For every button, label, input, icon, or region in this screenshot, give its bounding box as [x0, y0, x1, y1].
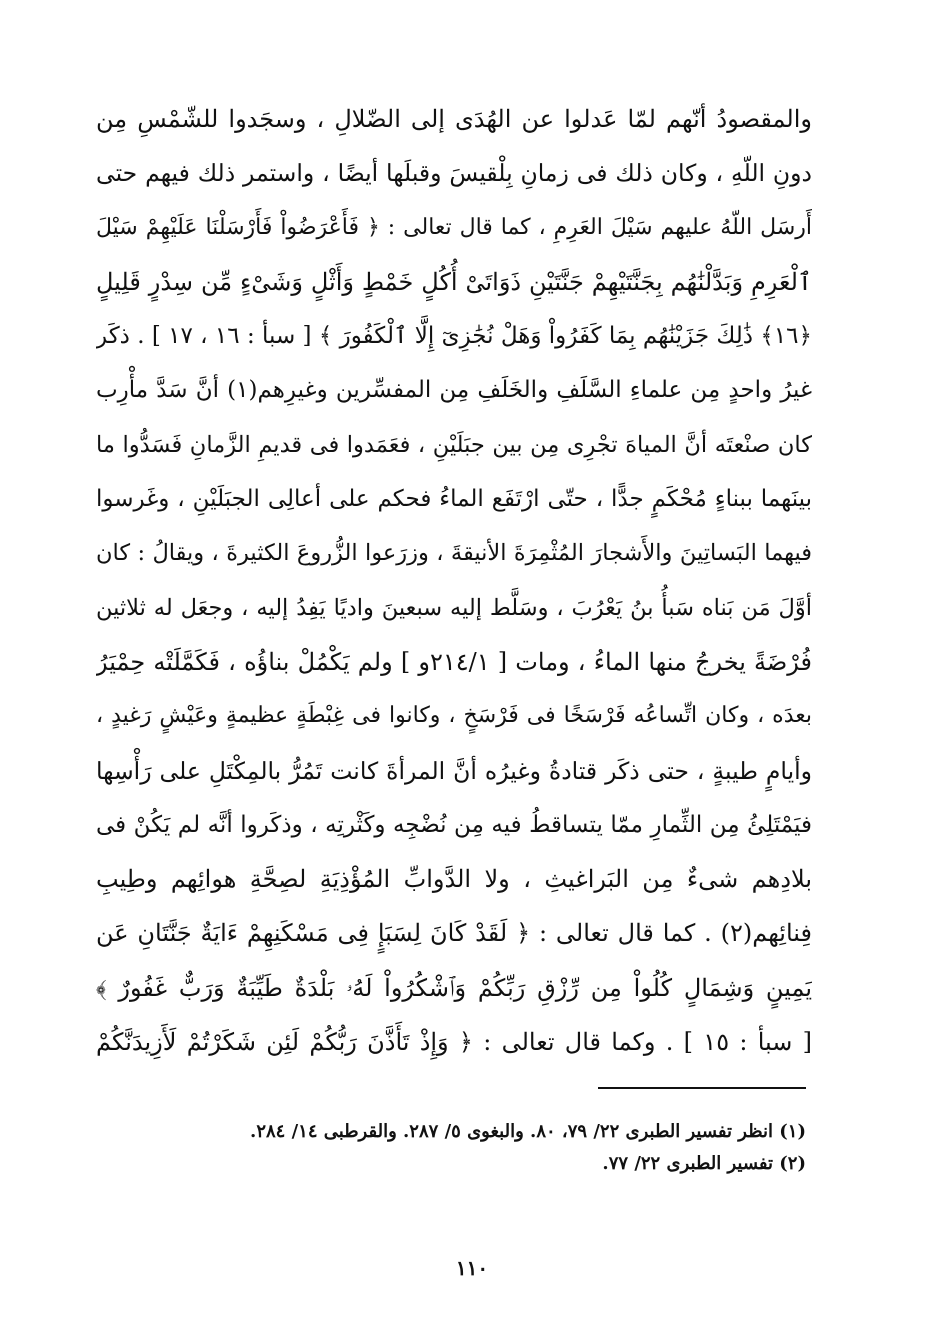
text-line: يَمِينٍ وَشِمَالٍ كُلُواْ مِن رِّزْقِ رَبِّكُمْ وَٱشْكُرُواْ لَهُۥ بَلْدَةٌ طَيِّبَةٌ وَرَبٌّ غَفُورٌ ﴾	[96, 973, 812, 1002]
text-line: دونِ اللّهِ ، وكان ذلك فى زمانِ بِلْقيسَ وقبلَها أيضًا ، واستمر ذلك فيهم حتى	[96, 159, 812, 188]
text-line: فِنائِهم(٢) . كما قال تعالى : ﴿ لَقَدْ كَانَ لِسَبَإٍ فِى مَسْكَنِهِمْ ءَايَةٌ جَنَّتَانِ عَن	[96, 919, 812, 948]
text-line: فيهما البَساتِينَ والأَشجارَ المُثْمِرَةَ الأنيقةَ ، وزرَعوا الزُّروعَ الكثيرةَ ، ويقالُ : كان	[96, 540, 812, 567]
text-line: [ سبأ : ١٥ ] . وكما قال تعالى : ﴿ وَإِذْ تَأَذَّنَ رَبُّكُمْ لَئِن شَكَرْتُمْ لَأَزِيدَنَّكُمْ	[96, 1028, 812, 1057]
text-line: فُرْضَةً يخرجُ منها الماءُ ، ومات [ ٢١٤/١و ] ولم يَكْمُلْ بناؤُه ، فَكَمَّلَتْه حِمْيَرُ	[96, 647, 812, 676]
text-line: ٱلْعَرِمِ وَبَدَّلْنَٰهُم بِجَنَّتَيْهِمْ جَنَّتَيْنِ ذَوَاتَىْ أُكُلٍ خَمْطٍ وَأَثْلٍ وَشَىْءٍ مِّن سِدْرٍ قَلِيلٍ	[96, 267, 812, 296]
main-text-block	[96, 92, 812, 1069]
footnote: (٢) تفسير الطبرى ٢٢/ ٧٧.	[602, 1153, 806, 1174]
text-line: أَرسَل اللّهُ عليهم سَيْلَ العَرِمِ ، كما قال تعالى : ﴿ فَأَعْرَضُواْ فَأَرْسَلْنَا عَلَيْهِمْ سَيْلَ	[96, 214, 812, 240]
text-line: وأيامٍ طيبةٍ ، حتى ذكَر قتادةُ وغيرُه أنَّ المرأةَ كانت تَمُرُّ بالمِكْتَلِ على رَأْسِها	[96, 756, 812, 785]
footnotes-block	[96, 1116, 806, 1180]
text-line: ﴿١٦﴾ ذَٰلِكَ جَزَيْنَٰهُم بِمَا كَفَرُواْ وَهَلْ نُجَٰزِىٓ إِلَّا ٱلْكَفُورَ ﴾ [ سبأ : ١٦ ، ١٧ ] . ذكَر	[96, 323, 812, 350]
text-line: كان صنْعتَه أنَّ المياهَ تجْرِى مِن بين جبَلَيْنِ ، فعَمَدوا فى قديمِ الزَّمانِ فَسَدُّوا ما	[96, 431, 812, 458]
text-line: أوَّلَ مَن بَناه سَبأُ بنُ يَعْرُبَ ، وسَلَّط إليه سبعينَ واديًا يَفِدُ إليه ، وجعَل له ثلاثين	[96, 594, 812, 621]
text-line: بلادِهم شىءٌ مِن البَراغيثِ ، ولا الدَّوابِّ المُؤْذِيَةِ لصِحَّةِ هوائِهم وطِيبِ	[96, 865, 812, 894]
text-line: فيَمْتَلِئُ مِن الثِّمارِ ممّا يتساقطُ فيه مِن نُضْجِه وكَثْرتِه ، وذكَروا أنَّه لم يَكُنْ فى	[96, 811, 812, 838]
footnote-divider	[598, 1087, 806, 1089]
text-line: غيرُ واحدٍ مِن علماءِ السَّلَفِ والخَلَفِ مِن المفسِّرين وغيرِهم(١) أنَّ سَدَّ مأْرِب	[96, 377, 812, 404]
footnote: (١) انظر تفسير الطبرى ٢٢/ ٧٩، ٨٠. والبغوى ٥/ ٢٨٧. والقرطبى ١٤/ ٢٨٤.	[250, 1121, 806, 1142]
text-line: بينَهما ببناءٍ مُحْكَمٍ جدًّا ، حتّى ارْتَفَع الماءُ فحكم على أعالِى الجبَلَيْنِ ، وغَرسوا	[96, 486, 812, 513]
text-line: بعدَه ، وكان اتِّساعُه فَرْسَخًا فى فَرْسَخٍ ، وكانوا فى غِبْطَةٍ عظيمةٍ وعَيْشٍ رَغيدٍ ،	[96, 703, 812, 729]
page-number: ١١٠	[455, 1256, 489, 1280]
text-line: والمقصودُ أنّهم لمّا عَدلوا عن الهُدَى إلى الضّلالِ ، وسجَدوا للشّمْسِ مِن	[96, 105, 812, 133]
